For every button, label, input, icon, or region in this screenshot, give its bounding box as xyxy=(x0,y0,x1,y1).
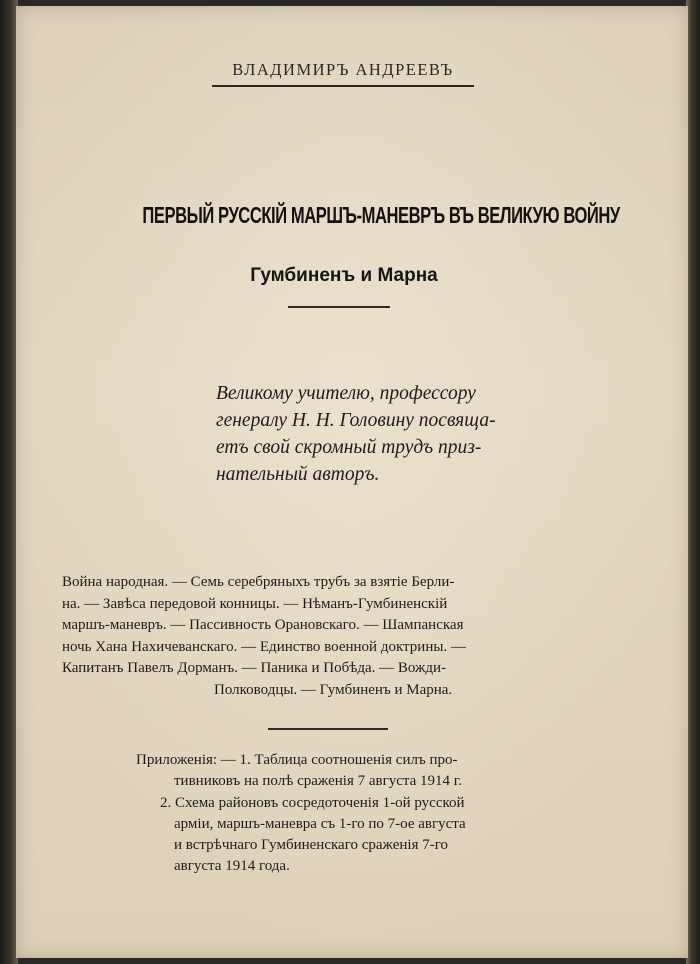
author-underline xyxy=(212,85,474,87)
appendix-line: и встрѣчнаго Гумбиненскаго сраженія 7-го xyxy=(174,837,448,853)
appendix-line: арміи, маршъ-маневра съ 1-го по 7-ое августа xyxy=(174,816,466,832)
book-title: ПЕРВЫЙ РУССКІЙ МАРШЪ-МАНЕВРЪ ВЪ ВЕЛИКУЮ ВОЙНУ xyxy=(142,202,620,228)
contents-divider xyxy=(268,728,388,730)
dedication-line: нательный авторъ. xyxy=(216,464,380,485)
appendix-list xyxy=(136,750,610,877)
contents-line: ночь Хана Нахичеванскаго. — Единство военной доктрины. — xyxy=(62,638,466,655)
title-divider xyxy=(288,306,390,308)
contents-line: маршъ-маневръ. — Пассивность Орановскаго. — Шампанская xyxy=(62,617,464,633)
appendix-line: августа 1914 года. xyxy=(174,858,290,874)
contents-line: Война народная. — Семь серебряныхъ трубъ за взятіе Берли- xyxy=(62,574,455,590)
appendix-line: 2. Схема районовъ сосредоточенія 1-ой русской xyxy=(160,795,465,811)
book-edge-right xyxy=(686,0,700,964)
appendix-line: тивниковъ на полѣ сраженія 7 августа 1914 г. xyxy=(174,773,462,789)
contents-summary xyxy=(62,572,610,701)
dedication xyxy=(216,380,622,488)
dedication-line: Великому учителю, профессору xyxy=(216,383,476,404)
author-name: ВЛАДИМИРЪ АНДРЕЕВЪ xyxy=(232,60,454,79)
appendix-line: Приложенія: — 1. Таблица соотношенія силъ про- xyxy=(136,752,458,768)
contents-line: Капитанъ Павелъ Дорманъ. — Паника и Побѣда. — Вожди- xyxy=(62,660,447,676)
book-subtitle: Гумбиненъ и Марна xyxy=(250,265,438,286)
contents-line: на. — Завѣса передовой конницы. — Нѣманъ-Гумбиненскій xyxy=(62,595,448,612)
book-page xyxy=(16,6,688,958)
dedication-line: етъ свой скромный трудъ приз- xyxy=(216,437,482,458)
dedication-line: генералу Н. Н. Головину посвяща- xyxy=(216,410,496,431)
contents-line: Полководцы. — Гумбиненъ и Марна. xyxy=(214,681,453,698)
